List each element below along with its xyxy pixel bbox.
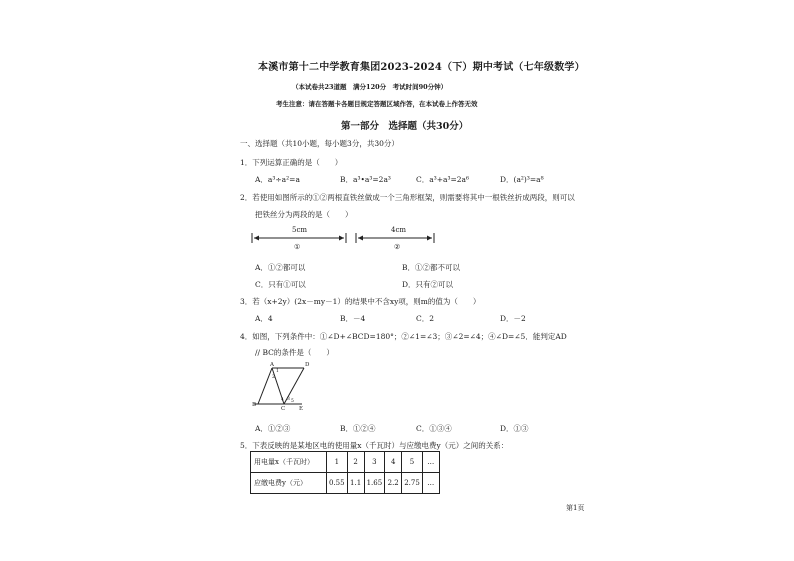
q4-stem-line1: 4．如图，下列条件中：①∠D+∠BCD=180°；②∠1=∠3；③∠2=∠4；④∠D=∠5．能判定AD bbox=[240, 332, 567, 341]
section-heading: 一、选择题（共10小题，每小题3分，共30分） bbox=[240, 139, 399, 148]
q1-option-d: D．(a²)³=a⁸ bbox=[500, 175, 544, 184]
label-d: D bbox=[305, 362, 310, 368]
q2-segments-figure bbox=[250, 230, 450, 260]
label-a: A bbox=[270, 362, 274, 368]
exam-info: （本试卷共23道题 满分120分 考试时间90分钟） bbox=[292, 83, 448, 91]
q5-stem: 5．下表反映的是某地区电的使用量x（千瓦时）与应缴电费y（元）之间的关系： bbox=[240, 441, 509, 450]
q3-option-d: D．－2 bbox=[500, 314, 526, 323]
table-cell: … bbox=[422, 452, 439, 473]
table-cell: 1.65 bbox=[364, 473, 385, 494]
segment-1-length: 5cm bbox=[292, 226, 308, 234]
angle-4: 4 bbox=[281, 398, 284, 403]
table-cell: 5 bbox=[402, 452, 423, 473]
exam-title: 本溪市第十二中学教育集团2023-2024（下）期中考试（七年级数学） bbox=[258, 62, 585, 73]
part-title: 第一部分 选择题（共30分） bbox=[341, 121, 469, 132]
q2-option-b: B．①②都不可以 bbox=[402, 263, 461, 272]
q1-stem: 1．下列运算正确的是（ ） bbox=[240, 158, 343, 167]
q3-option-a: A．4 bbox=[255, 314, 273, 323]
q3-stem: 3．若（x+2y）(2x－my－1）的结果中不含xy项，则m的值为（ ） bbox=[240, 297, 481, 306]
segment-2-length: 4cm bbox=[391, 226, 407, 234]
q3-option-c: C．2 bbox=[416, 314, 435, 323]
q2-stem-line2: 把铁丝分为两段的是（ ） bbox=[255, 210, 353, 219]
label-c: C bbox=[281, 406, 286, 412]
q3-option-b: B．－4 bbox=[340, 314, 366, 323]
angle-2: 2 bbox=[272, 375, 275, 380]
table-cell: … bbox=[422, 473, 439, 494]
table-cell: 1.1 bbox=[347, 473, 364, 494]
table-cell: 1 bbox=[327, 452, 348, 473]
table-cell: 0.55 bbox=[327, 473, 348, 494]
q2-option-a: A．①②都可以 bbox=[255, 263, 306, 272]
segment-1 bbox=[252, 233, 346, 243]
table-row bbox=[251, 473, 440, 494]
segment-2-tag: ② bbox=[394, 243, 401, 251]
q5-table bbox=[250, 451, 440, 494]
row1-header: 用电量x（千瓦时） bbox=[251, 452, 327, 473]
angle-5: 5 bbox=[291, 399, 294, 404]
q2-option-d: D．只有②可以 bbox=[402, 280, 454, 289]
angle-3: 3 bbox=[287, 397, 290, 402]
q1-option-b: B．a³•a³=2a³ bbox=[340, 175, 391, 184]
q4-option-d: D．①③ bbox=[500, 424, 529, 433]
table-cell: 4 bbox=[385, 452, 402, 473]
table-row bbox=[251, 452, 440, 473]
q1-option-c: C．a³+a³=2a⁶ bbox=[416, 175, 470, 184]
table-cell: 2.75 bbox=[402, 473, 423, 494]
q2-option-c: C．只有①可以 bbox=[255, 280, 306, 289]
q4-stem-line2: // BC的条件是（ ） bbox=[255, 348, 334, 357]
angle-1: 1 bbox=[276, 369, 279, 374]
segment-1-tag: ① bbox=[294, 243, 301, 251]
q4-option-a: A．①②③ bbox=[255, 424, 291, 433]
q1-option-a: A．a³÷a²=a bbox=[255, 175, 300, 184]
page-number: 第1页 bbox=[566, 504, 585, 512]
table-cell: 2 bbox=[347, 452, 364, 473]
q4-geometry-figure bbox=[250, 362, 340, 422]
q2-stem-line1: 2．若使用如图所示的①②两根直铁丝做成一个三角形框架，则需要将其中一根铁丝折成两段，则可以 bbox=[240, 193, 575, 202]
q4-option-b: B．①②④ bbox=[340, 424, 376, 433]
label-b: B bbox=[252, 402, 257, 408]
table-cell: 3 bbox=[364, 452, 385, 473]
row2-header: 应缴电费y（元） bbox=[251, 473, 327, 494]
line-ab bbox=[258, 368, 272, 404]
table-cell: 2.2 bbox=[385, 473, 402, 494]
segment-2 bbox=[356, 233, 434, 243]
label-e: E bbox=[299, 406, 304, 412]
q4-option-c: C．①③④ bbox=[416, 424, 452, 433]
exam-notice: 考生注意：请在答题卡各题目规定答题区域作答，在本试卷上作答无效 bbox=[276, 100, 478, 108]
